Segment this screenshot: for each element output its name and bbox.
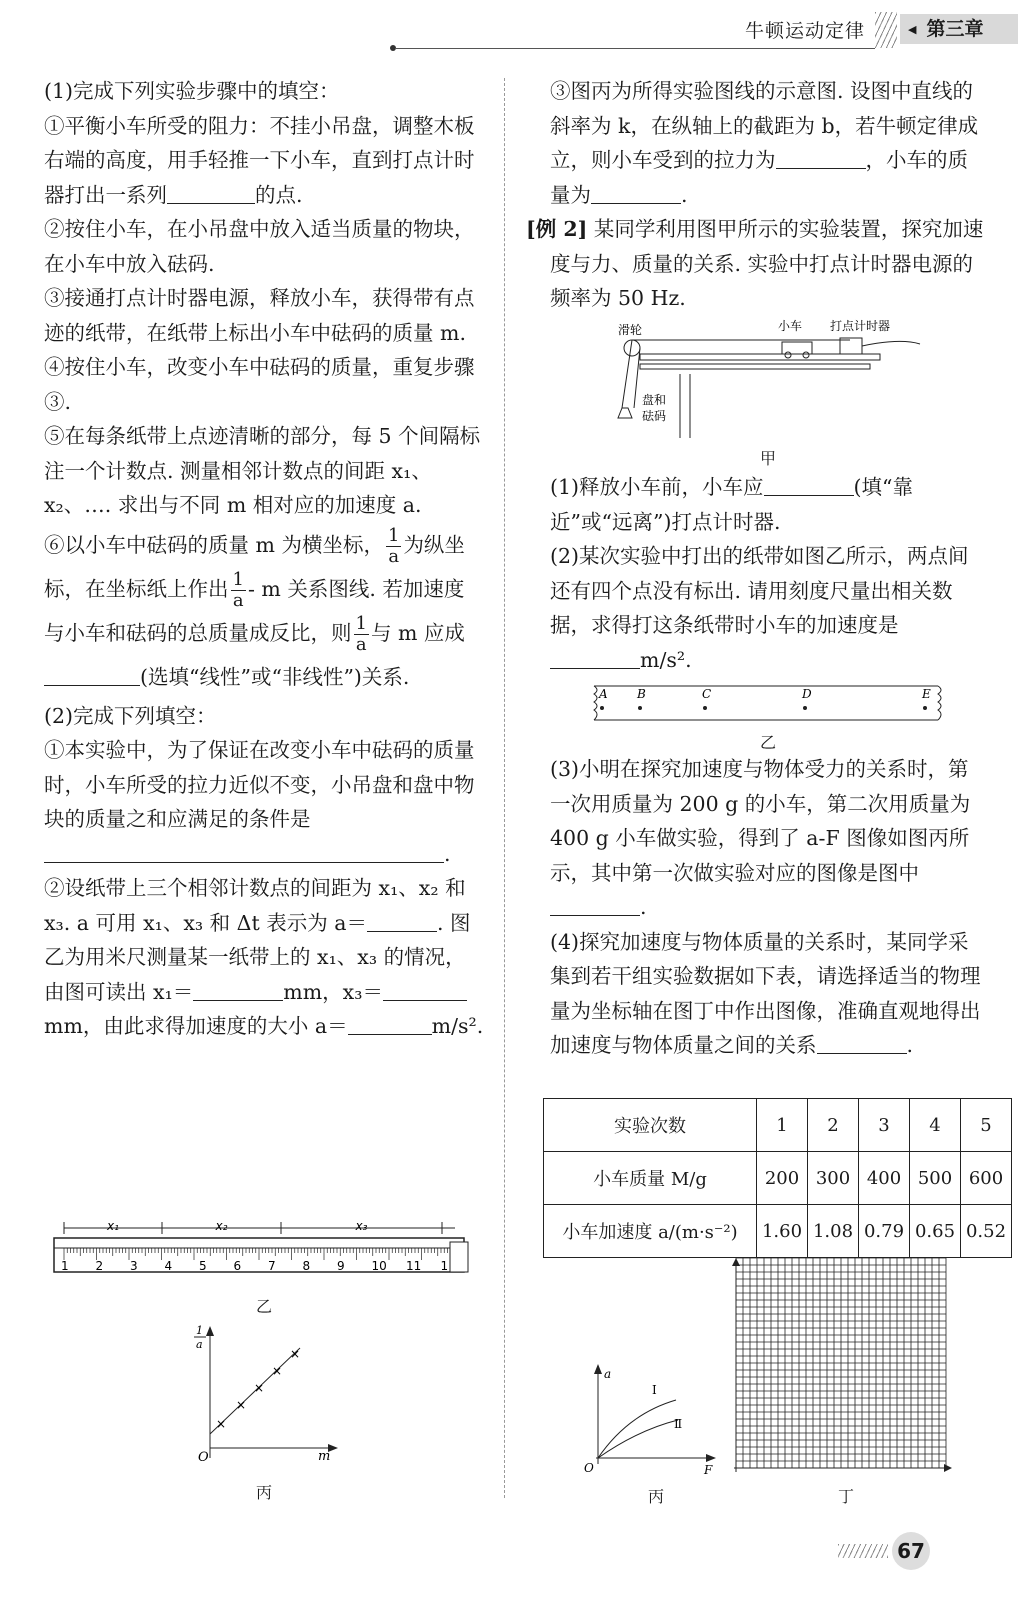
ruler-segment-label: x₃ (355, 1220, 368, 1233)
linear-graph (190, 1318, 340, 1468)
tape-point-label: D (802, 687, 812, 701)
af-graph (578, 1364, 718, 1480)
figure-bing-label: 丙 (256, 1483, 273, 1502)
svg-text:砝码: 砝码 (642, 409, 667, 423)
left-p10: ②设纸带上三个相邻计数点的间距为 x₁、x₂ 和 x₃. a 可用 x₁、x₃ 和 Δt 表示为 a＝ . 图乙为用米尺测量某一纸带上的 x₁、x₃ 的情况，由图可读出 x₁＝ mm，x₃＝mm，由此求得加速度的大小 a＝ m/s². (44, 876, 484, 1038)
table-cell: 400 (859, 1152, 910, 1205)
table-row (544, 1099, 1012, 1152)
tape-point (638, 706, 642, 710)
triangle-left-icon: ◀ (908, 23, 917, 36)
ruler-tick-label: 3 (130, 1259, 138, 1273)
table-cell: 1.60 (757, 1205, 808, 1258)
svg-text:打点计时器: 打点计时器 (830, 319, 891, 333)
svg-text:1: 1 (196, 1324, 203, 1337)
graph-x-label: m (318, 1449, 331, 1464)
graph-data-point: × (254, 1381, 265, 1395)
answer-blank[interactable] (193, 979, 283, 1001)
page-number: 67 (892, 1532, 930, 1570)
ruler-segment-label: x₂ (215, 1220, 228, 1233)
left-p2: ①平衡小车所受的阻力：不挂小吊盘，调整木板右端的高度，用手轻推一下小车，直到打点计时器打出一系列 的点. (44, 113, 475, 207)
ruler-tick-label: 8 (302, 1259, 311, 1273)
table-cell: 2 (808, 1099, 859, 1152)
svg-text:盘和: 盘和 (642, 393, 667, 407)
svg-text:Ⅰ: Ⅰ (652, 1383, 657, 1397)
ruler-tick-label: 5 (199, 1259, 207, 1273)
table-row (544, 1205, 1012, 1258)
left-p5: ④按住小车，改变小车中砝码的质量，重复步骤③. (44, 355, 475, 414)
left-p8: (2)完成下列填空： (44, 703, 217, 728)
table-cell: 4 (910, 1099, 961, 1152)
tape-point-label: B (637, 687, 646, 701)
left-p9: ①本实验中，为了保证在改变小车中砝码的质量时，小车所受的拉力近似不变，小吊盘和盘中物块的质量之和应满足的条件是 . (44, 738, 475, 866)
graph-data-point: × (290, 1347, 301, 1361)
grid-paper (726, 1258, 952, 1480)
svg-text:滑轮: 滑轮 (618, 323, 643, 337)
chapter-badge (900, 14, 1018, 44)
left-p4: ③接通打点计时器电源，释放小车，获得带有点迹的纸带，在纸带上标出小车中砝码的质量 m. (44, 286, 475, 345)
answer-blank[interactable] (367, 910, 437, 932)
header-title: 牛顿运动定律 (745, 20, 866, 42)
left-p3: ②按住小车，在小吊盘中放入适当质量的物块，在小车中放入砝码. (44, 217, 475, 276)
data-table (543, 1098, 1012, 1258)
column-divider (504, 78, 505, 1498)
header-hatch (875, 12, 897, 48)
svg-text:F: F (704, 1463, 713, 1477)
header-rule (395, 48, 875, 49)
table-cell: 1.08 (808, 1205, 859, 1258)
right-p1: ③图丙为所得实验图线的示意图. 设图中直线的斜率为 k，在纵轴上的截距为 b，若牛顿定律成立，则小车受到的拉力为 ，小车的质量为 . (550, 79, 979, 207)
tape-point-label: C (702, 687, 712, 701)
q2: (2)某次实验中打出的纸带如图乙所示，两点间还有四个点没有标出. 请用刻度尺量出相关数据，求得打这条纸带时小车的加速度是m/s². (550, 544, 969, 672)
svg-text:O: O (584, 1461, 594, 1475)
answer-blank[interactable] (348, 1014, 432, 1036)
ruler-tick-label: 2 (95, 1259, 104, 1273)
right-questions-2 (550, 752, 986, 1063)
q1: (1)释放小车前，小车应 (填“靠近”或“远离”)打点计时器. (550, 475, 914, 534)
left-p7: ⑥以小车中砝码的质量 m 为横坐标， $\frac{1}{a}$ 为纵坐标，在坐标纸上作出 $\frac{1}{a}$ - m 关系图线. 若加速度与小车和砝码的总质量成反比，则 $\frac{1}{a}$ 与 m 应成(选填“线性”或“非线性”)关系. (44, 524, 465, 689)
figure-yi-label: 乙 (256, 1297, 273, 1316)
chapter-label: 第三章 (926, 18, 984, 40)
figure-jia-label: 甲 (760, 449, 777, 468)
tape-point (600, 706, 604, 710)
fraction-1-over-a: $\frac{1}{a}$ (355, 612, 367, 655)
graph-data-point: × (236, 1398, 247, 1412)
graph-y-label: a (196, 1338, 203, 1351)
answer-blank[interactable] (167, 182, 255, 204)
table-cell: 500 (910, 1152, 961, 1205)
answer-blank[interactable] (383, 979, 467, 1001)
graph-origin: O (198, 1450, 209, 1465)
ruler-tick-label: 6 (233, 1259, 242, 1273)
right-questions-1 (550, 470, 986, 677)
tape-point-label: E (922, 687, 931, 701)
apparatus-figure (610, 318, 930, 448)
answer-blank[interactable] (764, 475, 854, 497)
svg-text:a: a (604, 1367, 612, 1381)
left-p1: (1)完成下列实验步骤中的填空： (44, 79, 340, 103)
figure-ding-label: 丁 (838, 1487, 855, 1506)
answer-blank[interactable] (44, 664, 140, 686)
answer-blank[interactable] (550, 895, 640, 917)
graph-data-point: × (272, 1364, 283, 1378)
table-cell: 1 (757, 1099, 808, 1152)
ruler-segment-label: x₁ (107, 1220, 119, 1233)
table-cell: 600 (961, 1152, 1012, 1205)
table-cell: 0.52 (961, 1205, 1012, 1258)
table-cell: 小车加速度 a/(m·s⁻²) (544, 1205, 757, 1258)
left-p6: ⑤在每条纸带上点迹清晰的部分，每 5 个间隔标注一个计数点. 测量相邻计数点的间距 x₁、x₂、…. 求出与不同 m 相对应的加速度 a. (44, 424, 481, 517)
table-cell: 0.79 (859, 1205, 910, 1258)
answer-blank[interactable] (550, 647, 640, 669)
answer-blank[interactable] (591, 182, 681, 204)
svg-text:Ⅱ: Ⅱ (674, 1417, 683, 1431)
fraction-1-over-a: $\frac{1}{a}$ (387, 524, 400, 567)
tape-point (803, 706, 807, 710)
table-cell: 5 (961, 1099, 1012, 1152)
tape-point-label: A (599, 687, 608, 701)
table-cell: 200 (757, 1152, 808, 1205)
example-2: [例 2] 某同学利用图甲所示的实验装置，探究加速度与力、质量的关系. 实验中打点计时器电源的频率为 50 Hz. (526, 217, 984, 310)
ruler-tick-label: 11 (406, 1259, 422, 1273)
answer-blank[interactable] (817, 1033, 907, 1055)
page-number-hatch (838, 1544, 888, 1558)
table-cell: 300 (808, 1152, 859, 1205)
table-cell: 实验次数 (544, 1099, 757, 1152)
figure-bing2-label: 丙 (648, 1487, 665, 1506)
answer-blank[interactable] (776, 148, 866, 170)
example-tag: [例 2] (526, 217, 588, 241)
left-column (44, 74, 484, 1044)
answer-blank[interactable] (44, 841, 444, 863)
table-cell: 3 (859, 1099, 910, 1152)
right-column (526, 74, 986, 316)
ruler-tick-label: 7 (268, 1259, 276, 1273)
tape-figure (590, 678, 950, 728)
ruler-tick-label: 4 (164, 1259, 173, 1273)
ruler-tick-label: 1 (61, 1259, 69, 1273)
ruler-tick-label: 10 (371, 1259, 387, 1273)
q3: (3)小明在探究加速度与物体受力的关系时，第一次用质量为 200 g 的小车，第二次用质量为 400 g 小车做实验，得到了 a-F 图像如图丙所示，其中第一次做实验对应的图像是图中. (550, 757, 971, 919)
tape-point (923, 706, 927, 710)
table-cell: 小车质量 M/g (544, 1152, 757, 1205)
table-row (544, 1152, 1012, 1205)
figure-yi2-label: 乙 (760, 733, 777, 752)
q4: (4)探究加速度与物体质量的关系时，某同学采集到若干组实验数据如下表，请选择适当的物理量为坐标轴在图丁中作出图像，准确直观地得出加速度与物体质量之间的关系 . (550, 929, 981, 1057)
tape-point (703, 706, 707, 710)
table-cell: 0.65 (910, 1205, 961, 1258)
ruler-tick-label: 1 (440, 1259, 449, 1273)
fraction-1-over-a: $\frac{1}{a}$ (232, 568, 244, 611)
ruler-figure (50, 1220, 480, 1290)
ruler-tick-label: 9 (337, 1259, 345, 1273)
graph-data-point: × (216, 1417, 227, 1431)
svg-text:小车: 小车 (778, 319, 803, 333)
